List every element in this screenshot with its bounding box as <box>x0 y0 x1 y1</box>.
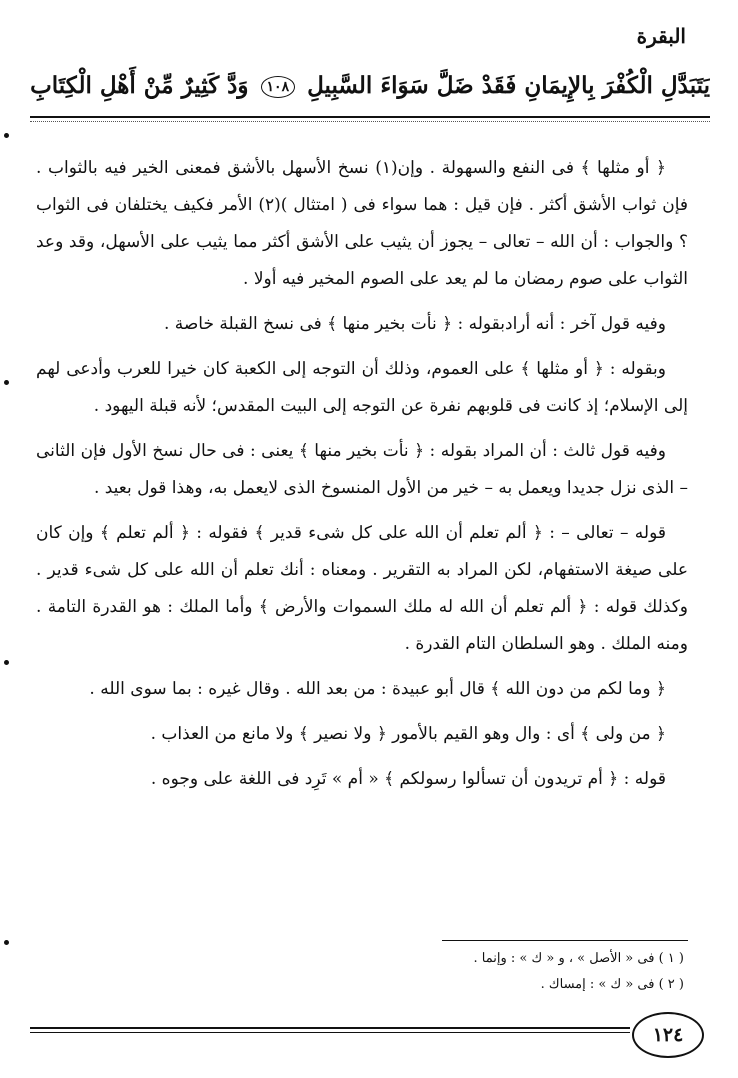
margin-dot-icon <box>4 940 9 945</box>
paragraph: قوله – تعالى – : ﴿ ألم تعلم أن الله على كل شىء قدير ﴾ فقوله : ﴿ ألم تعلم ﴾ وإن كان على صيغة الاستفهام، لكن المراد به التقرير . ومعناه : أنك تعلم أن الله على كل شىء قدير . وكذلك قوله : ﴿ ألم تعلم أن الله له ملك السموات والأرض ﴾ وأما الملك : هو القدرة التامة . ومنه الملك . وهو السلطان التام القدرة . <box>36 523 688 654</box>
surah-name-header: البقرة <box>636 24 686 48</box>
margin-dot-icon <box>4 660 9 665</box>
margin-dot-icon <box>4 133 9 138</box>
footer-divider <box>30 1027 630 1033</box>
footnote: ( ١ ) فى « الأصل » ، و « ك » : وإنما . <box>473 951 684 966</box>
commentary-body <box>36 150 688 806</box>
paragraph: ﴿ أو مثلها ﴾ فى النفع والسهولة . وإن(١) نسخ الأسهل بالأشق فمعنى الخير فيه بالثواب . فإن ثواب الأشق أكثر . فإن قيل : هما سواء فى ( امتثال )(٢) الأمر فكيف يختلفان فى الثواب ؟ والجواب : أن الله – تعالى – يجوز أن يثيب على الأشق أكثر مما يثيب على الأسهل، وقد وعد الثواب على صوم رمضان ما لم يعد على الصوم المخير فيه أولا . <box>36 158 688 289</box>
footnote-divider <box>442 940 688 941</box>
footnotes <box>60 946 684 998</box>
paragraph: ﴿ وما لكم من دون الله ﴾ قال أبو عبيدة : من بعد الله . وقال غيره : بما سوى الله . <box>89 679 666 699</box>
paragraph: وبقوله : ﴿ أو مثلها ﴾ على العموم، وذلك أن التوجه إلى الكعبة كان خيرا للعرب وأدعى لهم إلى الإسلام؛ إذ كانت فى قلوبهم نفرة عن التوجه إلى البيت المقدس؛ لأنه قبلة اليهود . <box>36 359 688 416</box>
verse-number-marker: ١٠٨ <box>261 76 296 98</box>
verse-text-part2: وَدَّ كَثِيرٌ مِّنْ أَهْلِ الْكِتَابِ <box>30 72 249 99</box>
page-number: ١٢٤ <box>632 1012 704 1058</box>
footnote: ( ٢ ) فى « ك » : إمساك . <box>540 977 684 992</box>
verse-text-part1: يَتَبَدَّلِ الْكُفْرَ بِالإِيمَانِ فَقَدْ ضَلَّ سَوَاءَ السَّبِيلِ <box>307 72 710 99</box>
paragraph: قوله : ﴿ أم تريدون أن تسألوا رسولكم ﴾ « أم » تَرِد فى اللغة على وجوه . <box>150 769 666 789</box>
quran-verse-line <box>30 66 710 106</box>
paragraph: وفيه قول ثالث : أن المراد بقوله : ﴿ نأت بخير منها ﴾ يعنى : فى حال نسخ الأول فإن الثانى – الذى نزل جديدا ويعمل به – خير من الأول المنسوخ الذى لايعمل به، وهذا قول بعيد . <box>36 441 688 498</box>
paragraph: ﴿ من ولى ﴾ أى : وال وهو القيم بالأمور ﴿ ولا نصير ﴾ ولا مانع من العذاب . <box>150 724 666 744</box>
margin-dot-icon <box>4 380 9 385</box>
paragraph: وفيه قول آخر : أنه أرادبقوله : ﴿ نأت بخير منها ﴾ فى نسخ القبلة خاصة . <box>163 314 666 334</box>
header-divider <box>30 116 710 122</box>
